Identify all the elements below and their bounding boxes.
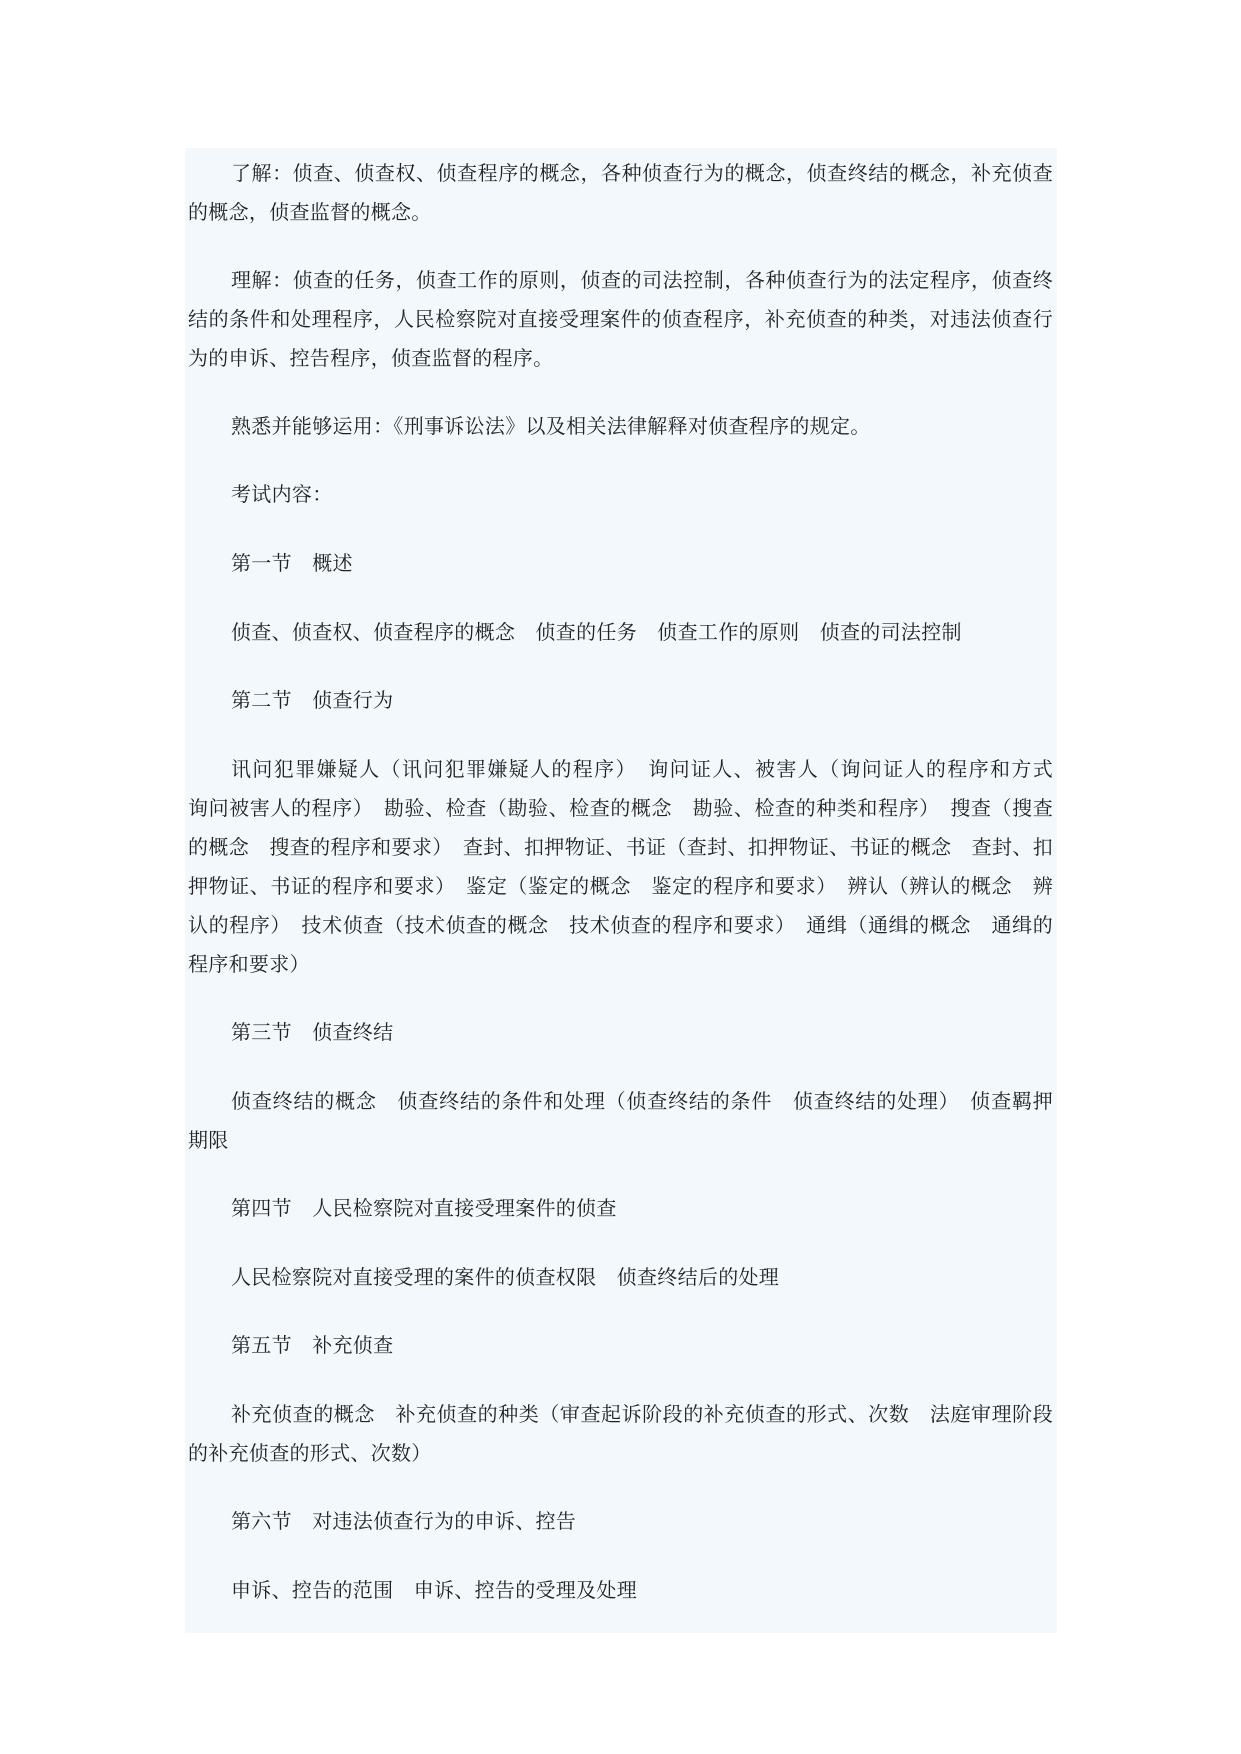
section-6-body: 申诉、控告的范围 申诉、控告的受理及处理 bbox=[231, 1578, 637, 1602]
paragraph-comprehend: 理解：侦查的任务，侦查工作的原则，侦查的司法控制，各种侦查行为的法定程序，侦查终结的条件和处理程序，人民检察院对直接受理案件的侦查程序，补充侦查的种类，对违法侦查行为的申诉、控告程序，侦查监督的程序。 bbox=[188, 268, 1053, 370]
paragraph-understand-concepts: 了解：侦查、侦查权、侦查程序的概念，各种侦查行为的概念，侦查终结的概念，补充侦查的概念，侦查监督的概念。 bbox=[188, 161, 1053, 224]
section-3-body: 侦查终结的概念 侦查终结的条件和处理（侦查终结的条件 侦查终结的处理） 侦查羁押期限 bbox=[188, 1089, 1053, 1152]
section-1-body: 侦查、侦查权、侦查程序的概念 侦查的任务 侦查工作的原则 侦查的司法控制 bbox=[231, 620, 962, 644]
section-1-heading: 第一节 概述 bbox=[231, 551, 353, 575]
section-4-body: 人民检察院对直接受理的案件的侦查权限 侦查终结后的处理 bbox=[231, 1265, 780, 1289]
section-2-body: 讯问犯罪嫌疑人（讯问犯罪嫌疑人的程序） 询问证人、被害人（询问证人的程序和方式 询问被害人的程序） 勘验、检查（勘验、检查的概念 勘验、检查的种类和程序） 搜查（搜查的概念 搜查的程序和要求） 查封、扣押物证、书证（查封、扣押物证、书证的概念 查封、扣押物证、书证的程序和要求） 鉴定（鉴定的概念 鉴定的程序和要求） 辨认（辨认的概念 辨认的程序） 技术侦查（技术侦查的概念 技术侦查的程序和要求） 通缉（通缉的概念 通缉的程序和要求） bbox=[188, 757, 1074, 976]
document-content bbox=[185, 148, 1074, 1633]
exam-content-heading: 考试内容： bbox=[231, 482, 333, 506]
section-5-body: 补充侦查的概念 补充侦查的种类（审查起诉阶段的补充侦查的形式、次数 法庭审理阶段的补充侦查的形式、次数） bbox=[188, 1402, 1053, 1465]
section-2-heading: 第二节 侦查行为 bbox=[231, 688, 394, 712]
section-5-heading: 第五节 补充侦查 bbox=[231, 1333, 394, 1357]
section-4-heading: 第四节 人民检察院对直接受理案件的侦查 bbox=[231, 1196, 617, 1220]
paragraph-familiar-apply: 熟悉并能够运用：《刑事诉讼法》以及相关法律解释对侦查程序的规定。 bbox=[231, 414, 871, 438]
section-6-heading: 第六节 对违法侦查行为的申诉、控告 bbox=[231, 1509, 577, 1533]
section-3-heading: 第三节 侦查终结 bbox=[231, 1020, 394, 1044]
